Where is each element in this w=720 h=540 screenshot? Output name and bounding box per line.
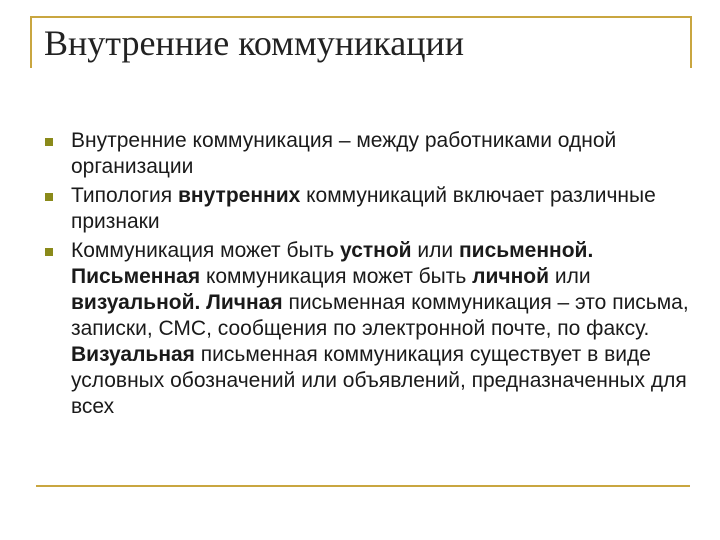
title-frame-right-line [690,16,692,68]
bullet-3-segment-3: или [411,239,459,262]
bullet-3-segment-4: письменной. Письменная [71,239,594,288]
bullet-list [40,128,690,423]
bullet-1-text: Внутренние коммуникация – между работниками одной организации [71,129,617,178]
bullet-3-segment-11: письменная коммуникация существует в виде условных обозначений или объявлений, предназначенных для всех [71,343,687,418]
bullet-2-segment-1: Типология [71,184,178,207]
bullet-item-1 [40,128,690,180]
bullet-text [71,184,656,233]
bullet-3-segment-2: устной [340,239,412,262]
bullet-item-3 [40,238,690,420]
title-frame-top-line [30,16,692,18]
bullet-3-segment-8: визуальной. Личная [71,291,283,314]
bullet-3-segment-7: или [549,265,591,288]
bullet-2-segment-2: внутренних [178,184,301,207]
square-bullet-icon [45,138,53,146]
slide-title: Внутренние коммуникации [44,23,464,63]
bullet-3-segment-6: личной [472,265,550,288]
bullet-3-segment-10: Визуальная [71,343,195,366]
bottom-divider-line [36,485,690,487]
bullet-3-segment-5: коммуникация может быть [200,265,473,288]
bullet-text [71,239,689,418]
bullet-item-2 [40,183,690,235]
bullet-2-segment-3: коммуникаций включает различные признаки [71,184,656,233]
bullet-3-segment-9: письменная коммуникация – это письма, записки, СМС, сообщения по электронной почте, по факсу. [71,291,689,340]
bullet-text [71,129,616,178]
square-bullet-icon [45,248,53,256]
bullet-3-segment-1: Коммуникация может быть [71,239,341,262]
title-frame-left-line [30,16,32,68]
square-bullet-icon [45,193,53,201]
